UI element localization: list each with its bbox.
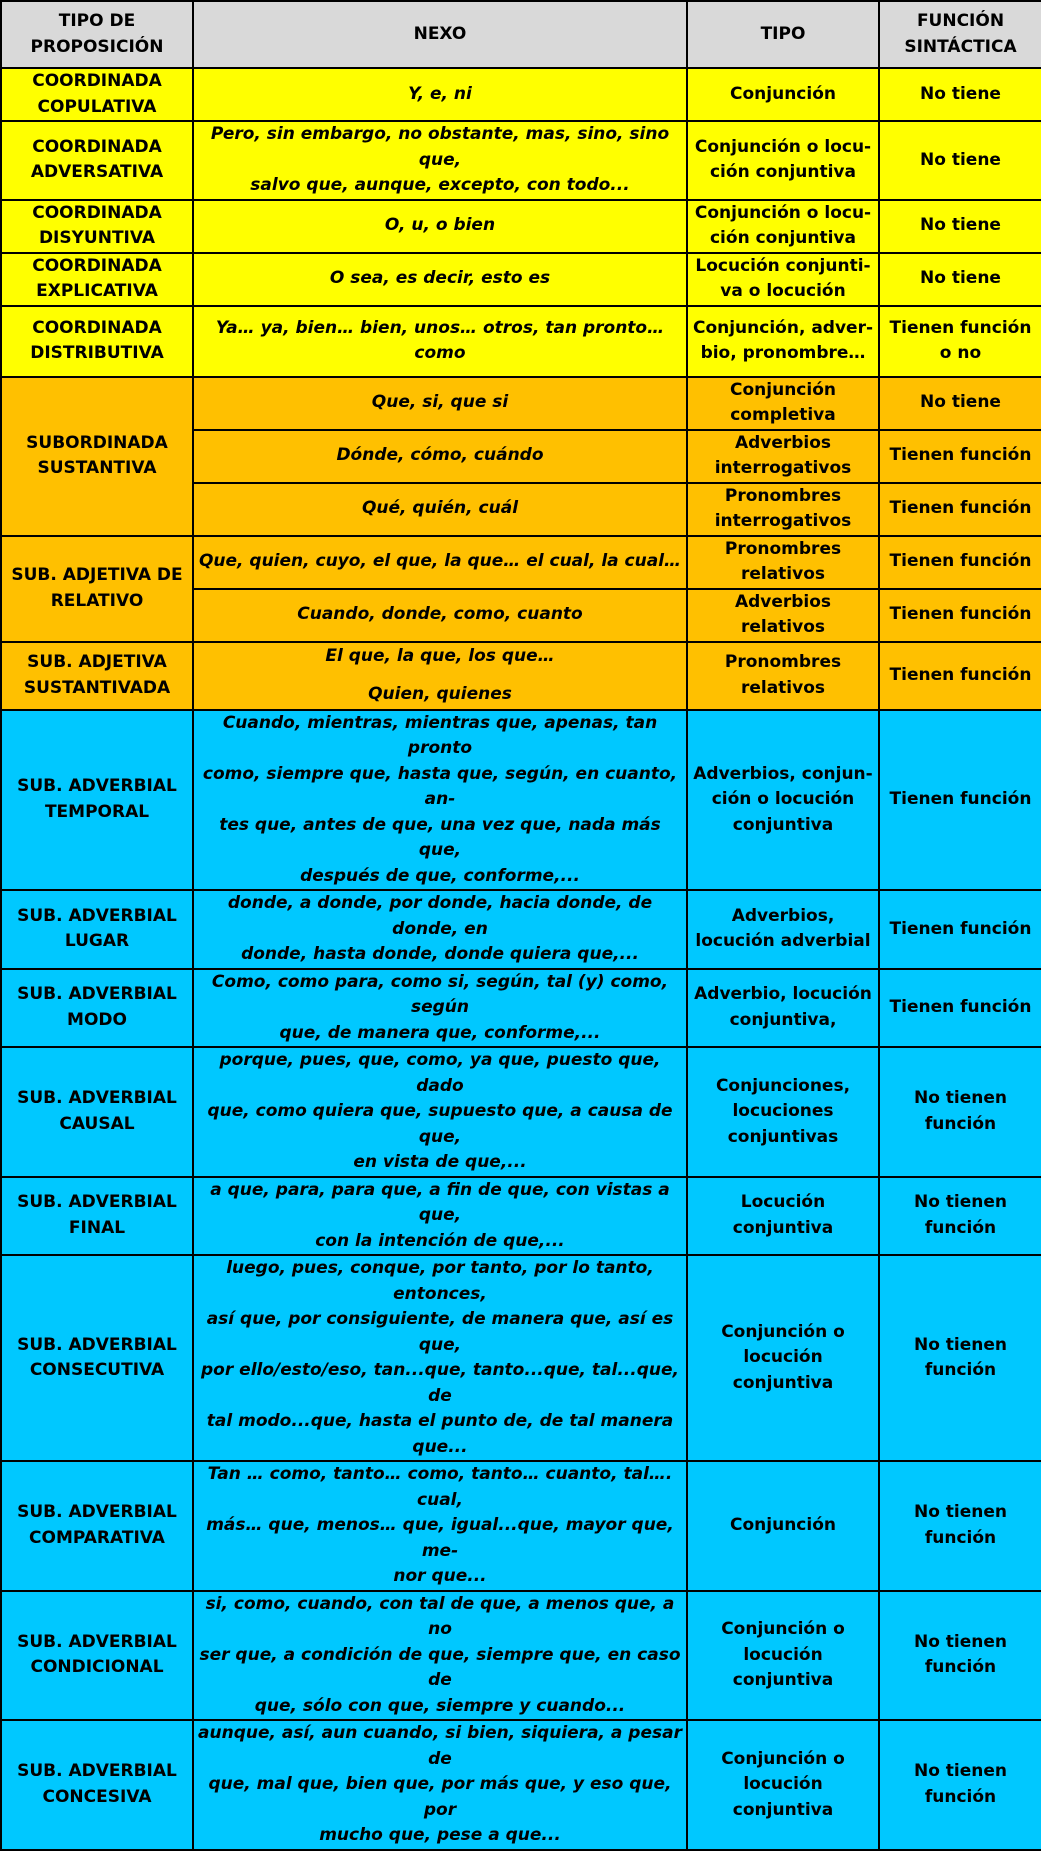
funcion-cell: Tienen función [879, 483, 1041, 536]
table-row [1, 1461, 1041, 1591]
proposition-type-cell: SUBORDINADA SUSTANTIVA [1, 377, 193, 536]
proposition-type-cell: SUB. ADJETIVA DE RELATIVO [1, 536, 193, 642]
funcion-cell: No tienen función [879, 1047, 1041, 1177]
tipo-cell: Adverbios, locución adverbial [687, 890, 879, 969]
proposition-type-cell: SUB. ADVERBIAL FINAL [1, 1177, 193, 1256]
proposition-type-cell: SUB. ADVERBIAL CONCESIVA [1, 1720, 193, 1850]
nexo-cell: donde, a donde, por donde, hacia donde, de donde, en donde, hasta donde, donde quiera que,... [193, 890, 687, 969]
tipo-cell: Adverbios interrogativos [687, 430, 879, 483]
header-tipo: TIPO [687, 1, 879, 68]
proposition-type-cell: SUB. ADVERBIAL LUGAR [1, 890, 193, 969]
funcion-cell: No tiene [879, 200, 1041, 253]
nexo-cell: O sea, es decir, esto es [193, 253, 687, 306]
table-row [1, 253, 1041, 306]
tipo-cell: Conjunción o locución conjuntiva [687, 1255, 879, 1461]
funcion-cell: No tiene [879, 68, 1041, 121]
proposition-type-cell: COORDINADA DISYUNTIVA [1, 200, 193, 253]
tipo-cell: Conjunción o locu- ción conjuntiva [687, 200, 879, 253]
table-row [1, 890, 1041, 969]
proposition-type-cell: SUB. ADVERBIAL CAUSAL [1, 1047, 193, 1177]
table-row [1, 1591, 1041, 1721]
nexo-cell: El que, la que, los que… Quien, quienes [193, 642, 687, 710]
funcion-cell: Tienen función [879, 642, 1041, 710]
funcion-cell: Tienen función [879, 589, 1041, 642]
table-row [1, 1255, 1041, 1461]
nexo-cell: Cuando, donde, como, cuanto [193, 589, 687, 642]
header-tipo-proposicion: TIPO DE PROPOSICIÓN [1, 1, 193, 68]
proposition-type-cell: COORDINADA EXPLICATIVA [1, 253, 193, 306]
nexo-cell: luego, pues, conque, por tanto, por lo tanto, entonces, así que, por consiguiente, de manera que, así es que, por ello/esto/eso, tan...que, tanto...que, tal...que, de tal modo...que, hasta el punto de, de tal manera que... [193, 1255, 687, 1461]
proposition-type-cell: SUB. ADVERBIAL TEMPORAL [1, 710, 193, 891]
funcion-cell: Tienen función [879, 710, 1041, 891]
funcion-cell: No tienen función [879, 1255, 1041, 1461]
nexo-cell: porque, pues, que, como, ya que, puesto que, dado que, como quiera que, supuesto que, a causa de que, en vista de que,... [193, 1047, 687, 1177]
tipo-cell: Pronombres relativos [687, 642, 879, 710]
funcion-cell: No tienen función [879, 1591, 1041, 1721]
table-row [1, 642, 1041, 710]
tipo-cell: Conjunciones, locuciones conjuntivas [687, 1047, 879, 1177]
tipo-cell: Conjunción o locución conjuntiva [687, 1720, 879, 1850]
funcion-cell: Tienen función [879, 536, 1041, 589]
nexo-cell: O, u, o bien [193, 200, 687, 253]
proposition-type-cell: COORDINADA ADVERSATIVA [1, 121, 193, 200]
funcion-cell: Tienen función o no [879, 306, 1041, 377]
funcion-cell: Tienen función [879, 890, 1041, 969]
tipo-cell: Adverbios, conjun- ción o locución conjuntiva [687, 710, 879, 891]
table-row [1, 1177, 1041, 1256]
tipo-cell: Pronombres interrogativos [687, 483, 879, 536]
funcion-cell: No tienen función [879, 1461, 1041, 1591]
nexo-cell: Qué, quién, cuál [193, 483, 687, 536]
tipo-cell: Adverbio, locución conjuntiva, [687, 969, 879, 1048]
funcion-cell: No tiene [879, 377, 1041, 430]
tipo-cell: Conjunción [687, 68, 879, 121]
nexo-cell: Como, como para, como si, según, tal (y) como, según que, de manera que, conforme,... [193, 969, 687, 1048]
tipo-cell: Conjunción, adver- bio, pronombre… [687, 306, 879, 377]
nexo-cell: Y, e, ni [193, 68, 687, 121]
funcion-cell: No tienen función [879, 1720, 1041, 1850]
funcion-cell: No tiene [879, 253, 1041, 306]
table-row [1, 710, 1041, 891]
proposition-type-cell: SUB. ADVERBIAL CONSECUTIVA [1, 1255, 193, 1461]
table-row [1, 68, 1041, 121]
tipo-cell: Conjunción [687, 1461, 879, 1591]
nexo-cell: a que, para, para que, a fin de que, con vistas a que, con la intención de que,... [193, 1177, 687, 1256]
table-row [1, 969, 1041, 1048]
table-row [1, 121, 1041, 200]
table-row [1, 536, 1041, 589]
nexo-cell: aunque, así, aun cuando, si bien, siquiera, a pesar de que, mal que, bien que, por más que, y eso que, por mucho que, pese a que... [193, 1720, 687, 1850]
header-nexo: NEXO [193, 1, 687, 68]
tipo-cell: Conjunción completiva [687, 377, 879, 430]
nexo-cell: Tan … como, tanto… como, tanto… cuanto, tal…. cual, más… que, menos… que, igual...que, mayor que, me- nor que... [193, 1461, 687, 1591]
table-row [1, 306, 1041, 377]
nexo-cell: Dónde, cómo, cuándo [193, 430, 687, 483]
funcion-cell: No tienen función [879, 1177, 1041, 1256]
funcion-cell: Tienen función [879, 430, 1041, 483]
tipo-cell: Conjunción o locución conjuntiva [687, 1591, 879, 1721]
table-row [1, 1720, 1041, 1850]
tipo-cell: Conjunción o locu- ción conjuntiva [687, 121, 879, 200]
tipo-cell: Pronombres relativos [687, 536, 879, 589]
funcion-cell: Tienen función [879, 969, 1041, 1048]
funcion-cell: No tiene [879, 121, 1041, 200]
proposition-type-cell: COORDINADA DISTRIBUTIVA [1, 306, 193, 377]
proposition-type-cell: SUB. ADVERBIAL MODO [1, 969, 193, 1048]
proposition-type-cell: SUB. ADVERBIAL CONDICIONAL [1, 1591, 193, 1721]
proposition-type-cell: SUB. ADVERBIAL COMPARATIVA [1, 1461, 193, 1591]
proposition-type-cell: COORDINADA COPULATIVA [1, 68, 193, 121]
nexo-cell: Que, quien, cuyo, el que, la que… el cual, la cual… [193, 536, 687, 589]
nexo-cell: Pero, sin embargo, no obstante, mas, sino, sino que, salvo que, aunque, excepto, con todo... [193, 121, 687, 200]
nexo-cell: Cuando, mientras, mientras que, apenas, tan pronto como, siempre que, hasta que, según, en cuanto, an- tes que, antes de que, una vez que, nada más que, después de que, conforme,... [193, 710, 687, 891]
proposition-type-cell: SUB. ADJETIVA SUSTANTIVADA [1, 642, 193, 710]
tipo-cell: Locución conjunti- va o locución [687, 253, 879, 306]
nexo-cell: si, como, cuando, con tal de que, a menos que, a no ser que, a condición de que, siempre que, en caso de que, sólo con que, siempre y cuando... [193, 1591, 687, 1721]
table-row [1, 1047, 1041, 1177]
nexo-cell: Ya… ya, bien… bien, unos… otros, tan pronto… como [193, 306, 687, 377]
nexo-cell: Que, si, que si [193, 377, 687, 430]
header-row [1, 1, 1041, 68]
table-row [1, 377, 1041, 430]
tipo-cell: Adverbios relativos [687, 589, 879, 642]
tipo-cell: Locución conjuntiva [687, 1177, 879, 1256]
table-row [1, 200, 1041, 253]
header-funcion-sintactica: FUNCIÓN SINTÁCTICA [879, 1, 1041, 68]
